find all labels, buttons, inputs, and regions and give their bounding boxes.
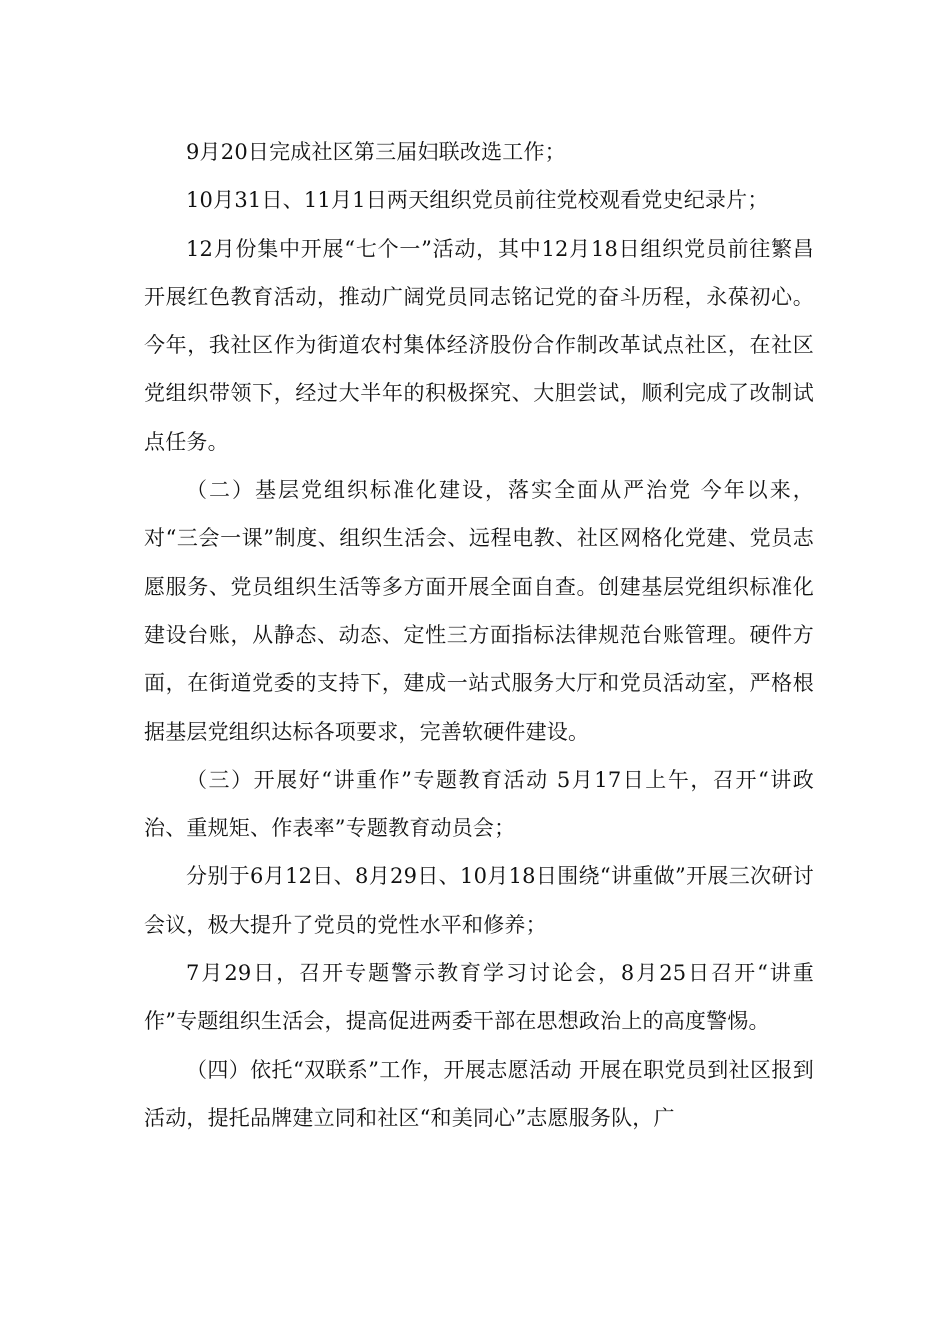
paragraph-seven-activities: 12月份集中开展“七个一”活动，其中12月18日组织党员前往繁昌开展红色教育活动，推动广阔党员同志铭记党的奋斗历程，永葆初心。今年，我社区作为街道农村集体经济股份合作制改革试点社区，在社区党组织带领下，经过大半年的积极探究、大胆尝试，顺利完成了改制试点任务。: [144, 236, 814, 454]
paragraph-section-four: （四）依托“双联系”工作，开展志愿活动 开展在职党员到社区报到活动，提托品牌建立同和社区“和美同心”志愿服务队，广: [144, 1057, 814, 1130]
paragraph-dates-women-federation: 9月20日完成社区第三届妇联改选工作；: [186, 140, 566, 164]
paragraph-section-three: （三）开展好“讲重作”专题教育活动 5月17日上午，召开“讲政治、重规矩、作表率”专题教育动员会；: [144, 767, 814, 841]
paragraph-section-two: （二）基层党组织标准化建设，落实全面从严治党 今年以来，对“三会一课”制度、组织生活会、远程电教、社区网格化党建、党员志愿服务、党员组织生活等多方面开展全面自查。创建基层党组织标准化建设台账，从静态、动态、定性三方面指标法律规范台账管理。硬件方面，在街道党委的支持下，建成一站式服务大厅和党员活动室，严格根据基层党组织达标各项要求，完善软硬件建设。: [144, 478, 814, 744]
paragraph-party-history-film: 10月31日、11月1日两天组织党员前往党校观看党史纪录片；: [186, 188, 769, 213]
document-body: [144, 128, 814, 1142]
paragraph-warning-education: 7月29日，召开专题警示教育学习讨论会，8月25日召开“讲重作”专题组织生活会，提高促进两委干部在思想政治上的高度警惕。: [144, 961, 814, 1034]
paragraph-seminars: 分别于6月12日、8月29日、10月18日围绕“讲重做”开展三次研讨会议，极大提升了党员的党性水平和修养；: [144, 864, 814, 937]
